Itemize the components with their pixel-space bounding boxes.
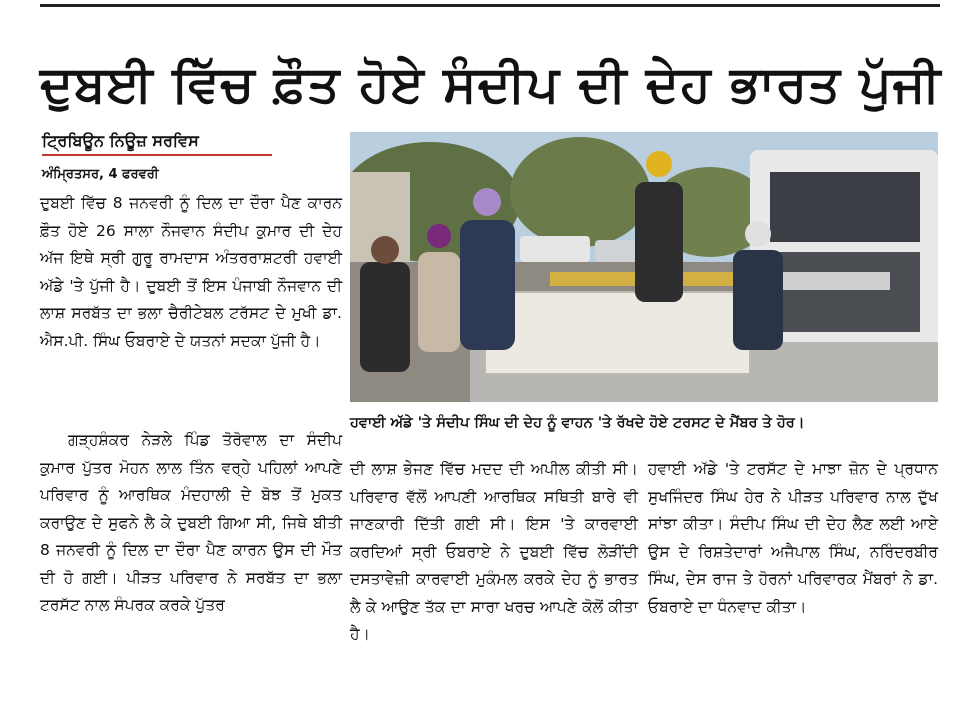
byline: ਟ੍ਰਿਬਿਊਨ ਨਿਊਜ਼ ਸਰਵਿਸ bbox=[42, 130, 272, 156]
top-rule bbox=[40, 4, 940, 7]
column-left-top bbox=[40, 190, 342, 355]
article-paragraph: ਦੁਬਈ ਵਿੱਚ 8 ਜਨਵਰੀ ਨੂੰ ਦਿਲ ਦਾ ਦੌਰਾ ਪੈਣ ਕਾਰਨ ਫ਼ੌਤ ਹੋਏ 26 ਸਾਲਾ ਨੌਜਵਾਨ ਸੰਦੀਪ ਕੁਮਾਰ ਦੀ ਦੇਹ ਅੱਜ ਇਥੇ ਸ੍ਰੀ ਗੁਰੂ ਰਾਮਦਾਸ ਅੰਤਰਰਾਸ਼ਟਰੀ ਹਵਾਈ ਅੱਡੇ 'ਤੇ ਪੁੱਜੀ ਹੈ। ਦੁਬਈ ਤੋਂ ਇਸ ਪੰਜਾਬੀ ਨੌਜਵਾਨ ਦੀ ਲਾਸ਼ ਸਰਬੱਤ ਦਾ ਭਲਾ ਚੈਰੀਟੇਬਲ ਟਰੱਸਟ ਦੇ ਮੁਖੀ ਡਾ. ਐਸ.ਪੀ. ਸਿੰਘ ਓਬਰਾਏ ਦੇ ਯਤਨਾਂ ਸਦਕਾ ਪੁੱਜੀ ਹੈ। bbox=[40, 194, 342, 350]
article-paragraph: ਹਵਾਈ ਅੱਡੇ 'ਤੇ ਟਰਸੱਟ ਦੇ ਮਾਝਾ ਜ਼ੋਨ ਦੇ ਪ੍ਰਧਾਨ ਸੁਖਜਿੰਦਰ ਸਿੰਘ ਹੇਰ ਨੇ ਪੀੜਤ ਪਰਿਵਾਰ ਨਾਲ ਦੁੱਖ ਸਾਂਝਾ ਕੀਤਾ। ਸੰਦੀਪ ਸਿੰਘ ਦੀ ਦੇਹ ਲੈਣ ਲਈ ਆਏ ਉਸ ਦੇ ਰਿਸ਼ਤੇਦਾਰਾਂ ਅਜੈਪਾਲ ਸਿੰਘ, ਨਰਿੰਦਰਬੀਰ ਸਿੰਘ, ਦੇਸ ਰਾਜ ਤੇ ਹੋਰਨਾਂ ਪਰਿਵਾਰਕ ਮੈਂਬਰਾਂ ਨੇ ਡਾ. ਓਬਰਾਏ ਦਾ ਧੰਨਵਾਦ ਕੀਤਾ। bbox=[648, 460, 938, 616]
article-paragraph: ਦੀ ਲਾਸ਼ ਭੇਜਣ ਵਿੱਚ ਮਦਦ ਦੀ ਅਪੀਲ ਕੀਤੀ ਸੀ। ਪਰਿਵਾਰ ਵੱਲੋਂ ਆਪਣੀ ਆਰਥਿਕ ਸਥਿਤੀ ਬਾਰੇ ਵੀ ਜਾਣਕਾਰੀ ਦਿੱਤੀ ਗਈ ਸੀ। ਇਸ 'ਤੇ ਕਾਰਵਾਈ ਕਰਦਿਆਂ ਸ੍ਰੀ ਓਬਰਾਏ ਨੇ ਦੁਬਈ ਵਿੱਚ ਲੋੜੀਂਦੀ ਦਸਤਾਵੇਜ਼ੀ ਕਾਰਵਾਈ ਮੁਕੰਮਲ ਕਰਕੇ ਦੇਹ ਨੂੰ ਭਾਰਤ ਲੈ ਕੇ ਆਉਣ ਤੱਕ ਦਾ ਸਾਰਾ ਖਰਚ ਆਪਣੇ ਕੋਲੋਂ ਕੀਤਾ ਹੈ। bbox=[350, 460, 638, 643]
column-middle bbox=[350, 456, 638, 649]
column-right bbox=[648, 456, 938, 621]
news-photo bbox=[350, 132, 938, 402]
dateline: ਅੰਮ੍ਰਿਤਸਰ, 4 ਫਰਵਰੀ bbox=[42, 167, 159, 182]
headline: ਦੁਬਈ ਵਿੱਚ ਫ਼ੌਤ ਹੋਏ ਸੰਦੀਪ ਦੀ ਦੇਹ ਭਾਰਤ ਪੁੱਜੀ bbox=[40, 55, 942, 113]
column-left-bottom bbox=[40, 427, 342, 620]
article-paragraph: ਗੜ੍ਹਸ਼ੰਕਰ ਨੇੜਲੇ ਪਿੰਡ ਤੋਰੋਵਾਲ ਦਾ ਸੰਦੀਪ ਕੁਮਾਰ ਪੁੱਤਰ ਮੋਹਨ ਲਾਲ ਤਿੰਨ ਵਰ੍ਹੇ ਪਹਿਲਾਂ ਆਪਣੇ ਪਰਿਵਾਰ ਨੂੰ ਆਰਥਿਕ ਮੰਦਹਾਲੀ ਦੇ ਬੋਝ ਤੋਂ ਮੁਕਤ ਕਰਾਉਣ ਦੇ ਸੁਫਨੇ ਲੈ ਕੇ ਦੁਬਈ ਗਿਆ ਸੀ, ਜਿਥੇ ਬੀਤੀ 8 ਜਨਵਰੀ ਨੂੰ ਦਿਲ ਦਾ ਦੌਰਾ ਪੈਣ ਕਾਰਨ ਉਸ ਦੀ ਮੌਤ ਦੀ ਹੋ ਗਈ। ਪੀੜਤ ਪਰਿਵਾਰ ਨੇ ਸਰਬੱਤ ਦਾ ਭਲਾ ਟਰਸੱਟ ਨਾਲ ਸੰਪਰਕ ਕਰਕੇ ਪੁੱਤਰ bbox=[40, 431, 342, 614]
photo-caption: ਹਵਾਈ ਅੱਡੇ 'ਤੇ ਸੰਦੀਪ ਸਿੰਘ ਦੀ ਦੇਹ ਨੂੰ ਵਾਹਨ 'ਤੇ ਰੱਖਦੇ ਹੋਏ ਟਰਸਟ ਦੇ ਮੈਂਬਰ ਤੇ ਹੋਰ। bbox=[350, 415, 805, 431]
